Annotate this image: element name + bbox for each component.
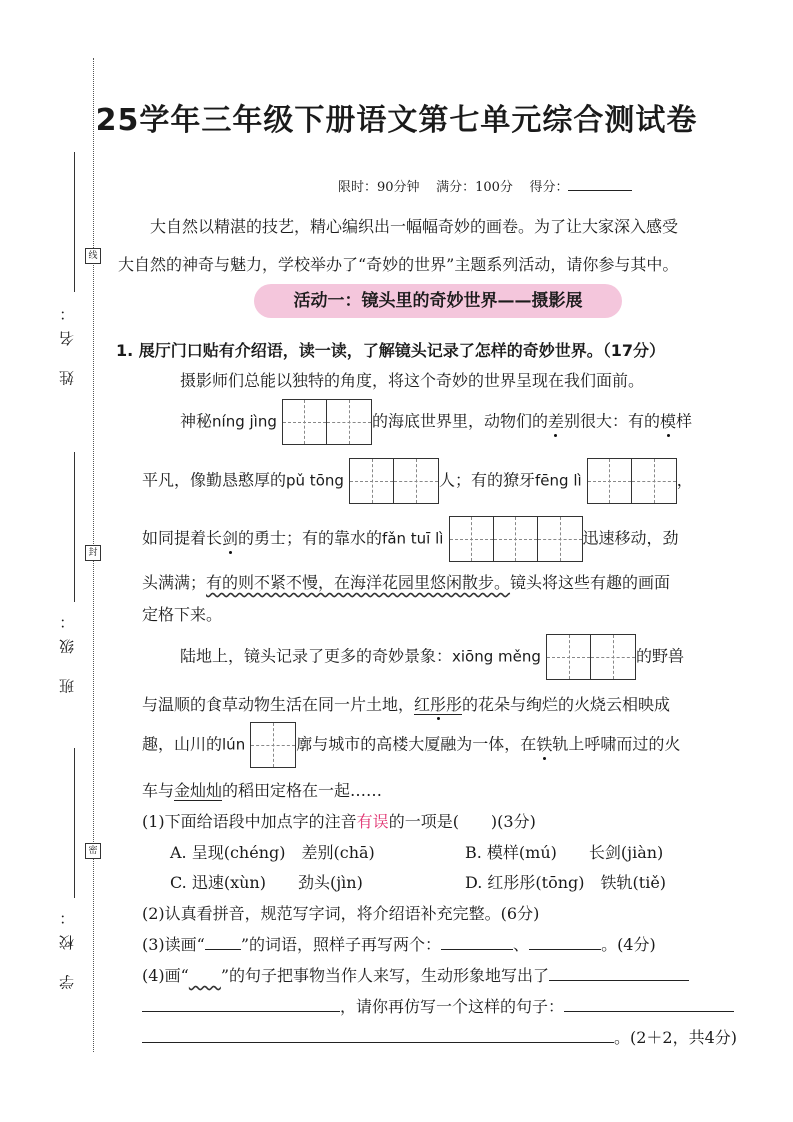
pinyin-feng-li: fēng lì [535, 471, 582, 490]
text: 平凡，像勤恳憨厚的 [142, 470, 287, 490]
text: (1)下面给语段中加点字的注音 [142, 812, 357, 831]
text: 的海底世界里，动物们的 [371, 411, 548, 431]
underline-sample [205, 935, 241, 950]
sub-question-3 [142, 932, 656, 955]
sub-question-4 [142, 963, 689, 986]
answer-blank[interactable] [441, 935, 513, 950]
answer-blank[interactable] [549, 966, 689, 981]
writing-grid-1[interactable] [250, 722, 296, 768]
sub-question-4-line-3 [142, 1025, 737, 1048]
text: 样 [676, 411, 693, 431]
text: 车与 [142, 781, 175, 800]
option-d[interactable]: D. 红彤彤(tōng) 铁轨(tiě) [465, 873, 667, 892]
score-blank[interactable] [568, 178, 632, 191]
text: (3)读画“ [142, 935, 205, 954]
passage-line-5 [142, 570, 670, 593]
text: ， [676, 470, 693, 490]
intro-line-1: 大自然以精湛的技艺，精心编织出一幅幅奇妙的画卷。为了让大家深入感受 [150, 217, 679, 236]
dotted-word: 红彤彤 [414, 695, 463, 714]
passage-line-2 [180, 399, 692, 445]
pinyin-fan-tui-li: fǎn tuī lì [382, 529, 444, 548]
passage-line-4 [142, 516, 679, 562]
text: 迅速移动，劲 [582, 528, 679, 548]
text: 的野兽 [636, 646, 685, 666]
text: (4)画“ [142, 966, 189, 985]
full-score: 满分：100分 [436, 180, 513, 195]
writing-grid-2[interactable] [349, 458, 439, 504]
text: 的勇士；有的靠水的 [238, 528, 383, 548]
text: 镜头将这些有趣的画面 [510, 573, 671, 592]
school-blank-line [74, 748, 75, 898]
dotted-char: 剑 [222, 528, 239, 548]
pinyin-pu-tong: pǔ tōng [286, 471, 344, 490]
time-limit: 限时：90分钟 [338, 180, 420, 195]
text: 陆地上，镜头记录了更多的奇妙景象： [180, 646, 453, 666]
text: ”的词语，照样子再写两个： [240, 935, 442, 954]
school-label: 学 校： [58, 900, 76, 990]
text: 神秘 [180, 411, 213, 431]
seal-mi: 密 [85, 843, 101, 859]
text: 与温顺的食草动物生活在同一片土地， [142, 695, 415, 714]
text: 的稻田定格在一起…… [222, 781, 383, 800]
passage-line-8 [142, 692, 670, 715]
option-c[interactable]: C. 迅速(xùn) 劲头(jìn) [170, 873, 363, 892]
passage-line-10 [142, 778, 382, 801]
text: 廓与城市的高楼大厦融为一体，在 [296, 734, 537, 754]
dotted-char: 模 [660, 411, 677, 431]
wavy-sample [189, 966, 221, 985]
dotted-char: 铁 [536, 734, 553, 754]
passage-line-6: 定格下来。 [142, 605, 223, 624]
question-1-heading: 1. 展厅门口贴有介绍语，读一读，了解镜头记录了怎样的奇妙世界。（17分） [116, 341, 666, 360]
intro-paragraph [118, 208, 760, 284]
text: 如同提着长 [142, 528, 223, 548]
option-b[interactable]: B. 模样(mú) 长剑(jiàn) [465, 843, 664, 862]
text: ，请你再仿写一个这样的句子： [340, 997, 565, 1016]
text: 。(4分) [601, 935, 656, 954]
writing-grid-3[interactable] [449, 516, 583, 562]
name-blank-line [74, 152, 75, 292]
text: 轨上呼啸而过的火 [552, 734, 681, 754]
answer-blank[interactable] [529, 935, 601, 950]
wavy-sentence: 有的则不紧不慢，在海洋花园里悠闲散步。 [206, 573, 511, 592]
text: 。(2＋2，共4分) [614, 1028, 738, 1047]
text: 人；有的獠牙 [439, 470, 536, 490]
option-a[interactable]: A. 呈现(chéng) 差别(chā) [170, 843, 375, 862]
text: 别很大：有的 [563, 411, 660, 431]
underlined-word [414, 695, 462, 715]
exam-meta [338, 176, 632, 195]
activity-banner: 活动一：镜头里的奇妙世界——摄影展 [254, 284, 622, 318]
class-blank-line [74, 452, 75, 602]
passage-line-1: 摄影师们总能以独特的角度，将这个奇妙的世界呈现在我们面前。 [180, 371, 645, 390]
passage-line-3 [142, 458, 693, 504]
text: 的花朵与绚烂的火烧云相映成 [462, 695, 671, 714]
text: 的一项是( )(3分) [388, 812, 536, 831]
writing-grid-2[interactable] [282, 399, 372, 445]
sub-question-2: (2)认真看拼音，规范写字词，将介绍语补充完整。(6分) [142, 904, 540, 923]
text: 趣，山川的 [142, 734, 223, 754]
answer-blank[interactable] [564, 997, 734, 1012]
seal-xian: 线 [85, 248, 101, 264]
class-label: 班 级： [58, 604, 76, 694]
page-title: 25学年三年级下册语文第七单元综合测试卷 [95, 103, 698, 138]
seal-feng: 封 [85, 545, 101, 561]
dotted-char: 差 [547, 411, 564, 431]
name-label: 姓 名： [58, 296, 76, 386]
text: 、 [513, 935, 530, 954]
underlined-word: 金灿灿 [174, 781, 223, 800]
pinyin-ning-jing: níng jìng [212, 412, 277, 431]
text: ”的句子把事物当作人来写，生动形象地写出了 [220, 966, 550, 985]
sub-question-1 [142, 809, 536, 832]
text: 头满满； [142, 573, 207, 592]
pinyin-xiong-meng: xiōng měng [452, 647, 541, 666]
answer-blank[interactable] [142, 997, 340, 1012]
highlight-text: 有误 [356, 812, 389, 831]
writing-grid-2[interactable] [587, 458, 677, 504]
passage-line-9 [142, 722, 680, 768]
intro-line-2: 大自然的神奇与魅力，学校举办了“奇妙的世界”主题系列活动，请你参与其中。 [118, 255, 679, 274]
pinyin-lun: lún [222, 735, 246, 754]
sub-question-4-line-2 [142, 994, 734, 1017]
score-label: 得分： [529, 180, 569, 195]
passage-line-7 [180, 634, 684, 680]
writing-grid-2[interactable] [546, 634, 636, 680]
answer-blank[interactable] [142, 1028, 614, 1043]
